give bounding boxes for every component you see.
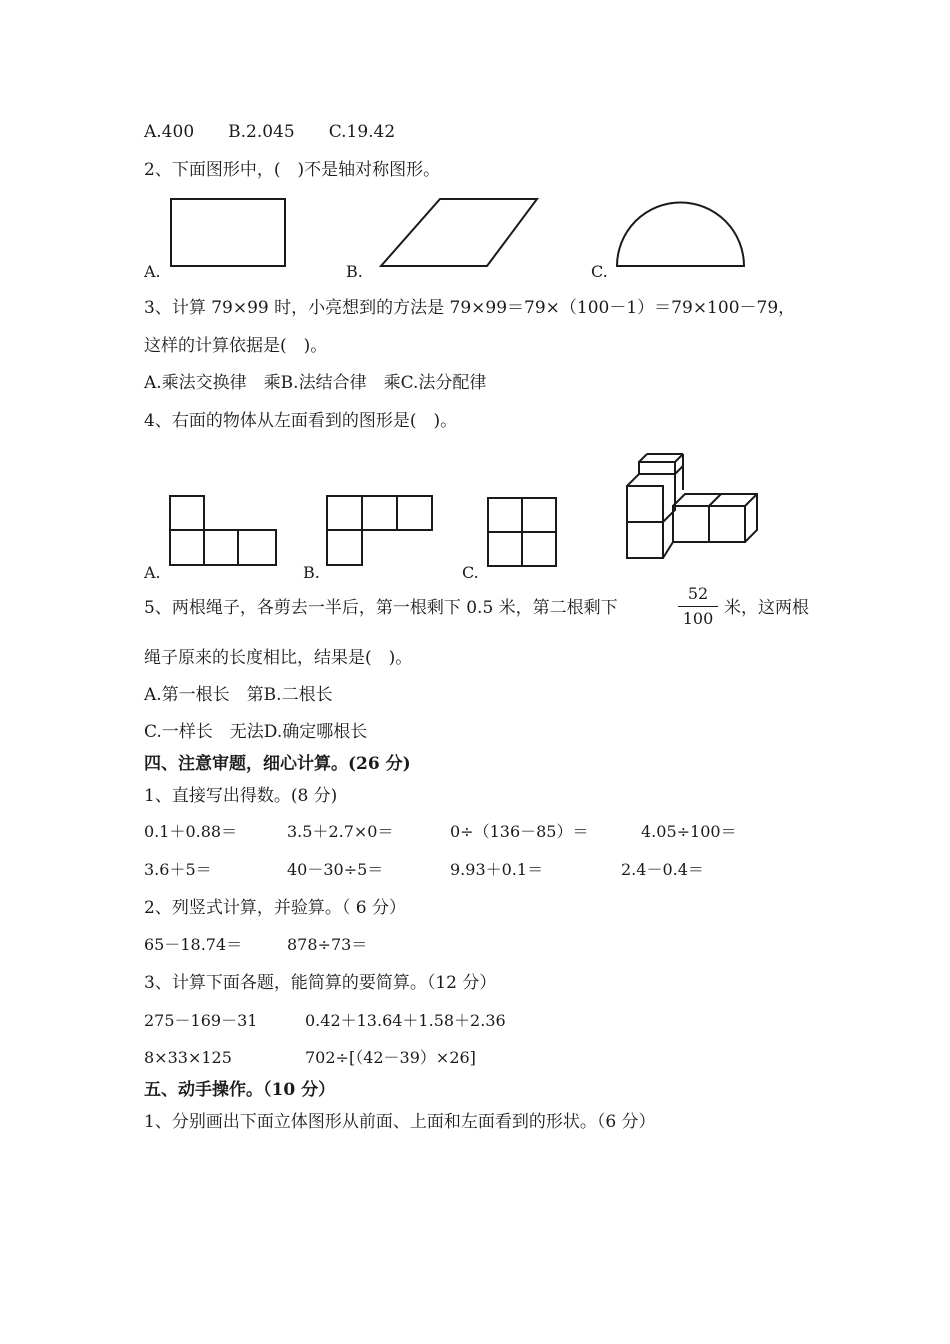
calc-item: 0.1＋0.88＝ bbox=[144, 822, 238, 841]
q4-text: 4、右面的物体从左面看到的图形是( )。 bbox=[144, 411, 458, 431]
q2-label-b: B. bbox=[346, 262, 363, 281]
calc-item: 2.4－0.4＝ bbox=[621, 860, 704, 879]
calc-item: 8×33×125 bbox=[144, 1048, 232, 1067]
q1-options: A.400 B.2.045 C.19.42 bbox=[144, 122, 396, 142]
fraction-denominator: 100 bbox=[682, 609, 714, 628]
q3-options: A.乘法交换律 乘B.法结合律 乘C.法分配律 bbox=[144, 373, 487, 393]
fraction-numerator: 52 bbox=[687, 584, 709, 603]
q4-label-b: B. bbox=[303, 563, 320, 582]
calc-item: 40－30÷5＝ bbox=[287, 860, 384, 879]
q5-option-1: A.第一根长 第B.二根长 bbox=[144, 685, 333, 705]
q3-line1: 3、计算 79×99 时，小亮想到的方法是 79×99＝79×（100－1）＝79×100－79， bbox=[144, 298, 796, 318]
view-c-shape bbox=[488, 498, 556, 566]
calc-item: 878÷73＝ bbox=[287, 935, 368, 954]
q2-figures bbox=[140, 190, 820, 280]
q4-label-a: A. bbox=[144, 563, 161, 582]
q2-label-a: A. bbox=[144, 262, 161, 281]
calc-item: 3.6＋5＝ bbox=[144, 860, 212, 879]
sec4-p1: 1、直接写出得数。(8 分) bbox=[144, 786, 338, 806]
calc-item: 702÷[（42－39）×26] bbox=[305, 1048, 476, 1067]
q5-fraction bbox=[678, 584, 718, 629]
calc-item: 9.93＋0.1＝ bbox=[450, 860, 544, 879]
section-5-title: 五、动手操作。（10 分） bbox=[144, 1080, 336, 1100]
parallelogram-shape bbox=[381, 199, 537, 266]
calc-item: 0.42＋13.64＋1.58＋2.36 bbox=[305, 1011, 506, 1030]
sec4-p2: 2、列竖式计算，并验算。（ 6 分） bbox=[144, 898, 406, 918]
q5-option-2: C.一样长 无法D.确定哪根长 bbox=[144, 722, 368, 742]
calc-item: 65－18.74＝ bbox=[144, 935, 243, 954]
q3-line2: 这样的计算依据是( )。 bbox=[144, 336, 328, 356]
q4-figures bbox=[140, 450, 780, 570]
calc-item: 4.05÷100＝ bbox=[641, 822, 737, 841]
q5-line2: 绳子原来的长度相比，结果是( )。 bbox=[144, 648, 413, 668]
semicircle-shape bbox=[617, 203, 744, 267]
sec5-p1: 1、分别画出下面立体图形从前面、上面和左面看到的形状。（6 分） bbox=[144, 1112, 656, 1132]
q5-line1-pre: 5、两根绳子，各剪去一半后，第一根剩下 0.5 米，第二根剩下 bbox=[144, 598, 618, 618]
q2-label-c: C. bbox=[591, 262, 608, 281]
section-4-title: 四、注意审题，细心计算。(26 分) bbox=[144, 754, 411, 774]
sec4-p3: 3、计算下面各题，能简算的要简算。（12 分） bbox=[144, 973, 497, 993]
calc-item: 0÷（136－85）＝ bbox=[450, 822, 589, 841]
view-b-shape bbox=[327, 496, 432, 565]
q2-text: 2、下面图形中，( )不是轴对称图形。 bbox=[144, 160, 441, 180]
solid-cube-figure bbox=[627, 454, 757, 558]
q5-line1-post: 米，这两根 bbox=[724, 598, 809, 618]
q4-label-c: C. bbox=[462, 563, 479, 582]
rectangle-shape bbox=[171, 199, 285, 266]
view-a-shape bbox=[170, 496, 276, 565]
calc-item: 275－169－31 bbox=[144, 1011, 258, 1030]
calc-item: 3.5＋2.7×0＝ bbox=[287, 822, 394, 841]
fraction-bar bbox=[678, 606, 718, 607]
